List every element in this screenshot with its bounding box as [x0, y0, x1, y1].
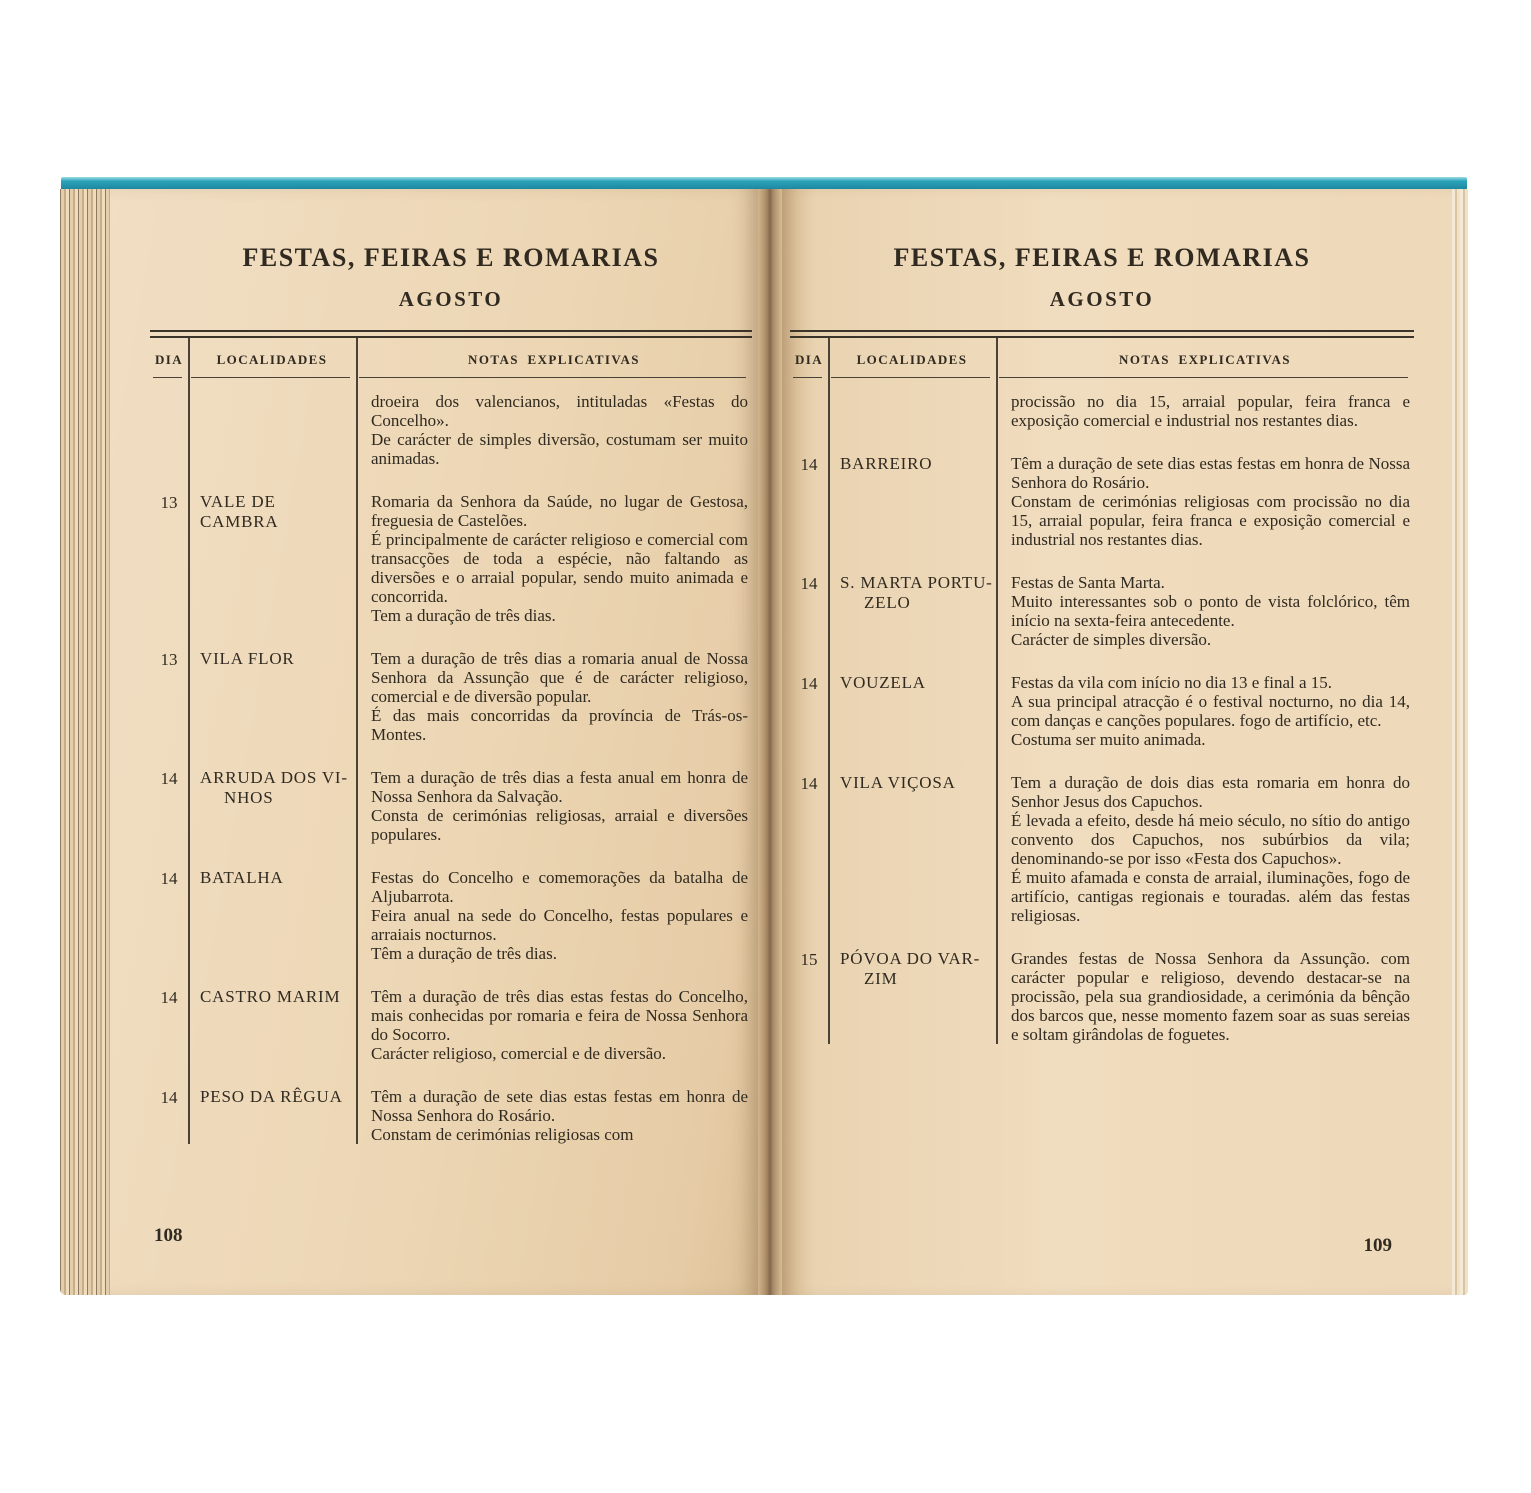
locality-cell: [188, 649, 356, 744]
locality-line: ARRUDA DOS VI-: [200, 768, 348, 787]
day-cell: 13: [160, 650, 178, 669]
table-row: [790, 392, 1414, 430]
locality-line: ZIM: [864, 969, 898, 988]
right-page: [782, 189, 1452, 1295]
note-paragraph: Romaria da Senhora da Saúde, no lugar de Gestosa, freguesia de Castelões.: [371, 492, 748, 530]
column-header-notas: NOTAS EXPLICATIVAS: [1119, 352, 1291, 367]
locality-line: NHOS: [224, 788, 274, 807]
note-paragraph: Costuma ser muito animada.: [1011, 730, 1206, 749]
note-paragraph: Consta de cerimónias religiosas, arraial e diversões populares.: [371, 806, 748, 844]
day-cell: 14: [160, 869, 178, 888]
table-row: [150, 768, 752, 844]
notes-cell: [356, 987, 752, 1063]
page-title: FESTAS, FEIRAS E ROMARIAS: [242, 243, 660, 272]
book-gutter: [758, 189, 782, 1295]
note-paragraph: Constam de cerimónias religiosas com procissão no dia 15, arraial popular, feira franca e exposição comercial e industrial nos restantes dias.: [1011, 492, 1410, 549]
table-top-rule: [150, 330, 752, 338]
table-row: [150, 1087, 752, 1144]
note-paragraph: Têm a duração de sete dias estas festas em honra de Nossa Senhora do Rosário.: [371, 1087, 748, 1125]
note-paragraph: Feira anual na sede do Concelho, festas populares e arraiais nocturnos.: [371, 906, 748, 944]
locality-line: S. MARTA PORTU-: [840, 573, 993, 592]
locality-cell: [188, 392, 356, 468]
locality-cell: [828, 454, 996, 549]
locality-line: BATALHA: [200, 868, 284, 887]
book-spread: [60, 177, 1468, 1295]
note-paragraph: Festas de Santa Marta.: [1011, 573, 1165, 592]
locality-cell: [828, 949, 996, 1044]
column-divider: [188, 338, 190, 1144]
day-cell: 14: [800, 455, 818, 474]
note-paragraph: Têm a duração de sete dias estas festas em honra de Nossa Senhora do Rosário.: [1011, 454, 1410, 492]
book-cover-top-edge: [61, 177, 1467, 189]
table-header: [790, 338, 1414, 377]
column-header-dia: DIA: [154, 352, 184, 367]
header-underline: [150, 377, 752, 378]
note-paragraph: Tem a duração de dois dias esta romaria em honra do Senhor Jesus dos Capuchos.: [1011, 773, 1410, 811]
notes-cell: [356, 868, 752, 963]
locality-cell: [188, 1087, 356, 1144]
table-row: [150, 987, 752, 1063]
day-cell: 14: [160, 1088, 178, 1107]
note-paragraph: Festas da vila com início no dia 13 e final a 15.: [1011, 673, 1333, 692]
note-paragraph: Festas do Concelho e comemorações da batalha de Aljubarrota.: [371, 868, 748, 906]
note-paragraph: É muito afamada e consta de arraial, iluminações, fogo de artifício, cantigas regionais e touradas. além das festas religiosas.: [1011, 868, 1410, 925]
notes-cell: [356, 1087, 752, 1144]
locality-line: CASTRO MARIM: [200, 987, 341, 1006]
note-paragraph: Constam de cerimónias religiosas com: [371, 1125, 634, 1144]
note-paragraph: procissão no dia 15, arraial popular, feira franca e exposição comercial e industrial nos restantes dias.: [1011, 392, 1410, 430]
note-paragraph: Muito interessantes sob o ponto de vista folclórico, têm início na sexta-feira antecedente.: [1011, 592, 1410, 630]
festivals-table: [150, 330, 752, 1144]
locality-cell: [828, 573, 996, 649]
column-header-dia: DIA: [794, 352, 824, 367]
table-row: [790, 673, 1414, 749]
column-header-localidades: LOCALIDADES: [856, 352, 968, 367]
note-paragraph: É das mais concorridas da província de Trás-os-Montes.: [371, 706, 748, 744]
locality-line: VILA FLOR: [200, 649, 295, 668]
notes-cell: [996, 673, 1414, 749]
day-cell: 15: [800, 950, 818, 969]
note-paragraph: Têm a duração de três dias estas festas do Concelho, mais conhecidas por romaria e feira de Nossa Senhora do Socorro.: [371, 987, 748, 1044]
day-cell: 14: [160, 769, 178, 788]
locality-cell: [188, 987, 356, 1063]
table-row: [150, 868, 752, 963]
note-paragraph: Tem a duração de três dias.: [371, 606, 556, 625]
table-top-rule: [790, 330, 1414, 338]
notes-cell: [996, 773, 1414, 925]
table-row: [790, 949, 1414, 1044]
locality-line: PESO DA RÊGUA: [200, 1087, 343, 1106]
column-divider: [356, 338, 358, 1144]
day-cell: 14: [800, 774, 818, 793]
table-body: [150, 378, 752, 1144]
locality-line: BARREIRO: [840, 454, 933, 473]
notes-cell: [356, 492, 752, 625]
table-body: [790, 378, 1414, 1044]
note-paragraph: Tem a duração de três dias a festa anual em honra de Nossa Senhora da Salvação.: [371, 768, 748, 806]
page-title: FESTAS, FEIRAS E ROMARIAS: [893, 243, 1311, 272]
column-header-notas: NOTAS EXPLICATIVAS: [468, 352, 640, 367]
locality-cell: [188, 768, 356, 844]
note-paragraph: É levada a efeito, desde há meio século, no sítio do antigo convento dos Capuchos, nos subúrbios da vila; denominando-se por isso «Festa dos Capuchos».: [1011, 811, 1410, 868]
table-header: [150, 338, 752, 377]
month-subtitle: AGOSTO: [1049, 287, 1155, 311]
day-cell: [790, 392, 828, 430]
locality-cell: [188, 868, 356, 963]
table-row: [790, 454, 1414, 549]
notes-cell: [996, 573, 1414, 649]
locality-line: VOUZELA: [840, 673, 926, 692]
page-number: 108: [154, 1225, 183, 1246]
left-page-stack-edge: [60, 189, 110, 1295]
note-paragraph: droeira dos valencianos, intituladas «Festas do Concelho».: [371, 392, 748, 430]
locality-cell: [828, 773, 996, 925]
page-number: 109: [1363, 1235, 1392, 1256]
left-page: [110, 189, 758, 1295]
notes-cell: [996, 454, 1414, 549]
notes-cell: [996, 392, 1414, 430]
column-header-localidades: LOCALIDADES: [216, 352, 328, 367]
note-paragraph: Grandes festas de Nossa Senhora da Assunção. com carácter popular e religioso, devendo destacar-se na procissão, pela sua grandiosidade, a cerimónia da bênção dos barcos que, nesse momento fazem soar as suas sereias e soltam girândolas de foguetes.: [1011, 949, 1410, 1044]
note-paragraph: De carácter de simples diversão, costumam ser muito animadas.: [371, 430, 748, 468]
day-cell: 14: [800, 674, 818, 693]
locality-cell: [188, 492, 356, 625]
note-paragraph: É principalmente de carácter religioso e comercial com transacções de toda a espécie, não faltando as diversões e o arraial popular, sendo muito animada e concorrida.: [371, 530, 748, 606]
note-paragraph: Carácter religioso, comercial e de diversão.: [371, 1044, 667, 1063]
table-row: [790, 573, 1414, 649]
note-paragraph: Têm a duração de três dias.: [371, 944, 557, 963]
right-page-stack-edge: [1452, 189, 1468, 1295]
header-underline: [790, 377, 1414, 378]
month-subtitle: AGOSTO: [398, 287, 504, 311]
notes-cell: [356, 768, 752, 844]
notes-cell: [996, 949, 1414, 1044]
column-divider: [828, 338, 830, 1044]
day-cell: 13: [160, 493, 178, 512]
table-row: [790, 773, 1414, 925]
day-cell: [150, 392, 188, 468]
festivals-table: [790, 330, 1414, 1044]
table-row: [150, 492, 752, 625]
note-paragraph: A sua principal atracção é o festival nocturno, no dia 14, com danças e canções populares. fogo de artifício, etc.: [1011, 692, 1410, 730]
notes-cell: [356, 649, 752, 744]
day-cell: 14: [160, 988, 178, 1007]
notes-cell: [356, 392, 752, 468]
note-paragraph: Tem a duração de três dias a romaria anual de Nossa Senhora da Assunção que é de carácter religioso, comercial e de diversão popular.: [371, 649, 748, 706]
locality-line: ZELO: [864, 593, 911, 612]
column-divider: [996, 338, 998, 1044]
locality-cell: [828, 392, 996, 430]
locality-line: VALE DE CAMBRA: [200, 492, 279, 531]
locality-line: PÓVOA DO VAR-: [840, 949, 981, 968]
note-paragraph: Carácter de simples diversão.: [1011, 630, 1212, 649]
table-row: [150, 649, 752, 744]
table-row: [150, 392, 752, 468]
day-cell: 14: [800, 574, 818, 593]
locality-cell: [828, 673, 996, 749]
locality-line: VILA VIÇOSA: [840, 773, 956, 792]
